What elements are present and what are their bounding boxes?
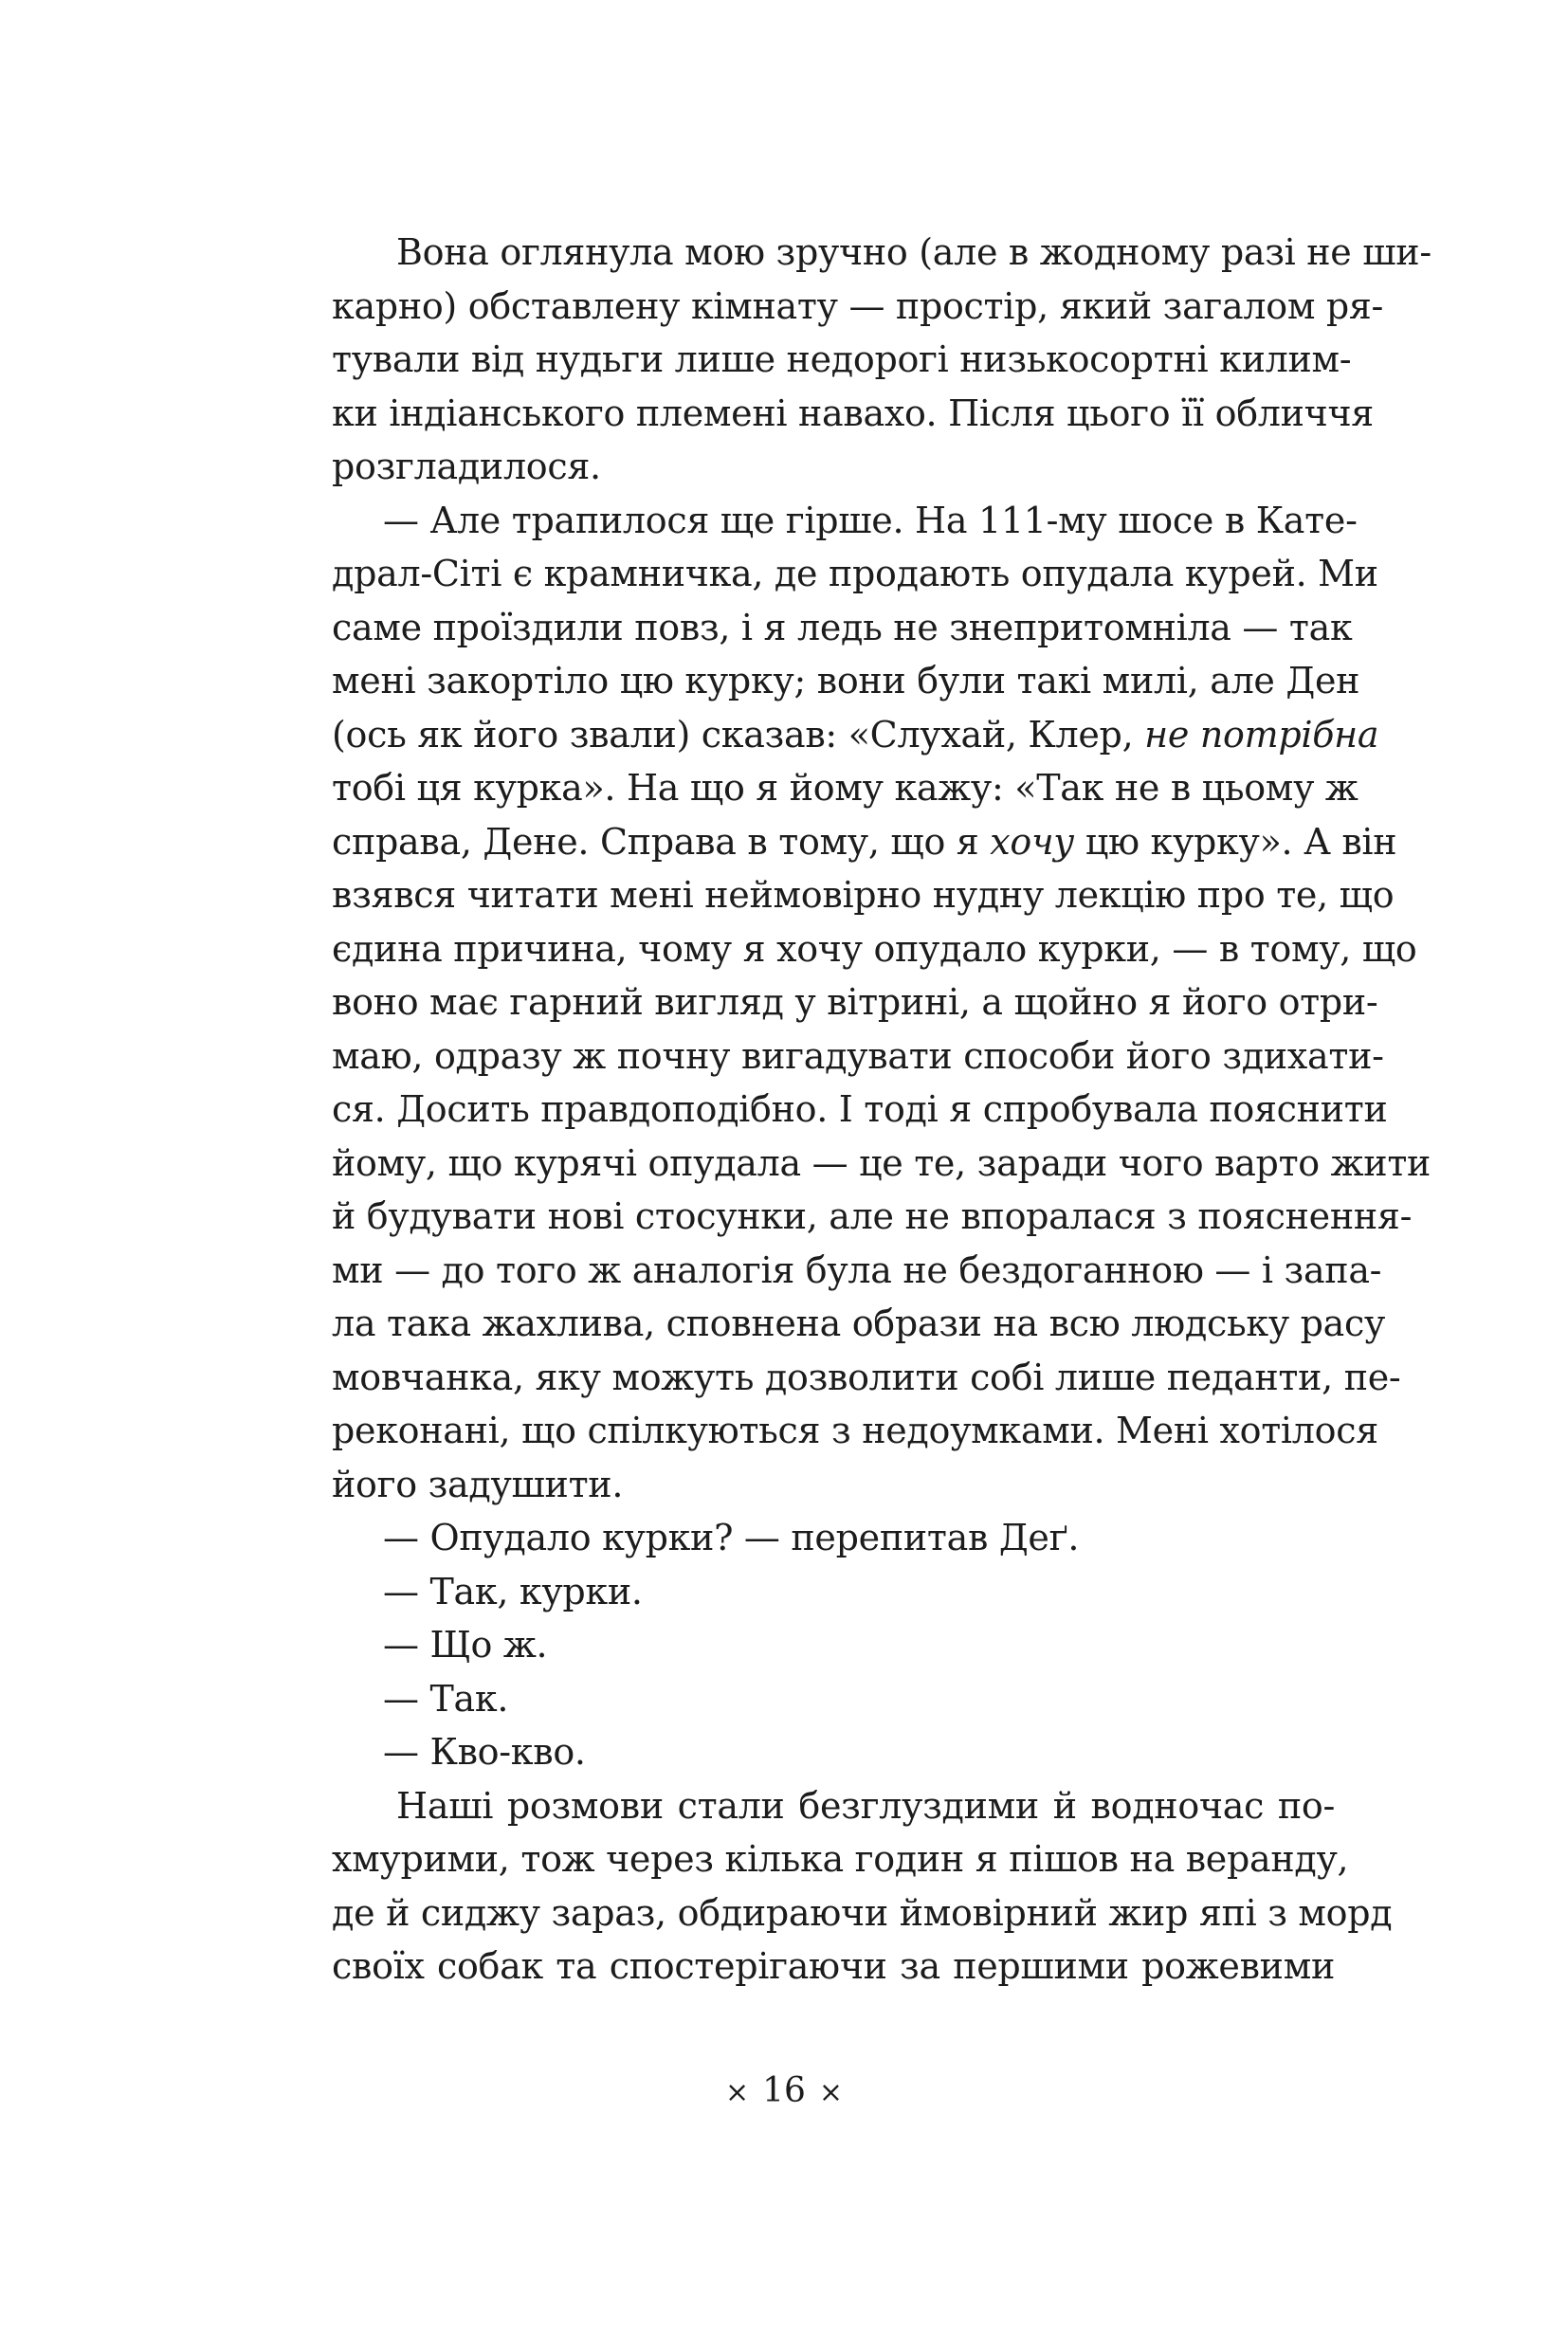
dialog-block xyxy=(332,1511,1335,1779)
text-line: його задушити. xyxy=(332,1463,624,1505)
text-line: хмурими, тож через кілька годин я пішов на веранду, xyxy=(332,1838,1349,1880)
paragraph xyxy=(332,494,1431,1512)
text-line: йому, що курячі опудала — це те, заради чого варто жити xyxy=(332,1141,1431,1184)
text-line xyxy=(332,815,1397,869)
text-line: мовчанка, яку можуть дозволити собі лише педанти, пе- xyxy=(332,1356,1401,1398)
text-line: розгладилося. xyxy=(332,446,601,487)
text-line: де й сиджу зараз, обдираючи ймовірний жир япі з морд xyxy=(332,1891,1393,1934)
text-line: маю, одразу ж почну вигадувати способи його здихати- xyxy=(332,1034,1384,1077)
text-line: Вона оглянула мою зручно (але в жодному разі не ши- xyxy=(396,231,1431,273)
text-line: Наші розмови стали безглуздими й водночас по- xyxy=(396,1784,1335,1827)
text-line: ла така жахлива, сповнена образи на всю людську расу xyxy=(332,1303,1386,1344)
text-line: карно) обставлену кімнату — простір, який загалом ря- xyxy=(332,284,1384,327)
text-line: ся. Досить правдоподібно. І тоді я спробувала пояснити xyxy=(332,1088,1388,1130)
page-number xyxy=(0,2068,1568,2116)
text-line: воно має гарний вигляд у вітрині, а щойно я його отри- xyxy=(332,981,1378,1023)
text-line: взявся читати мені неймовірно нудну лекцію про те, що xyxy=(332,874,1395,916)
text-line: єдина причина, чому я хочу опудало курки, — в тому, що xyxy=(332,927,1417,970)
dialog-line: — Так. xyxy=(383,1677,509,1720)
ornament-right: × xyxy=(818,2076,844,2109)
dialog-line: — Що ж. xyxy=(383,1624,548,1666)
text-line: саме проїздили повз, і я ледь не знепритомніла — так xyxy=(332,606,1353,648)
text-line: тували від нудьги лише недорогі низькосортні килим- xyxy=(332,338,1352,380)
paragraph xyxy=(332,1779,1393,1994)
text-line: й будувати нові стосунки, але не впоралася з пояснення- xyxy=(332,1195,1413,1237)
ornament-left: × xyxy=(724,2076,750,2109)
dialog-line: — Так, курки. xyxy=(383,1570,643,1612)
text-segment: справа, Дене. Справа в тому, що я xyxy=(332,820,991,863)
body-text xyxy=(332,226,1431,1994)
text-line: — Але трапилося ще гірше. На 111-му шосе в Кате- xyxy=(383,499,1358,541)
text-line: ки індіанського племені навахо. Після цього її обличчя xyxy=(332,392,1374,434)
text-line: реконані, що спілкуються з недоумками. Мені хотілося xyxy=(332,1410,1378,1451)
dialog-line: — Кво-кво. xyxy=(383,1731,586,1773)
paragraph xyxy=(332,226,1431,494)
text-line: драл-Сіті є крамничка, де продають опудала курей. Ми xyxy=(332,553,1378,594)
page-number-value: 16 xyxy=(762,2071,806,2110)
text-line: своїх собак та спостерігаючи за першими рожевими xyxy=(332,1945,1335,1987)
text-line: тобі ця курка». На що я йому кажу: «Так не в цьому ж xyxy=(332,767,1358,809)
text-line: ми — до того ж аналогія була не бездоганною — і запа- xyxy=(332,1248,1382,1291)
text-line: мені закортіло цю курку; вони були такі милі, але Ден xyxy=(332,660,1360,701)
italic-text: хочу xyxy=(990,820,1075,863)
text-segment: (ось як його звали) сказав: «Слухай, Клер, xyxy=(332,713,1145,756)
italic-text: не потрібна xyxy=(1144,713,1379,756)
dialog-line: — Опудало курки? — перепитав Деґ. xyxy=(383,1517,1080,1558)
text-line xyxy=(332,708,1379,762)
text-segment: цю курку». А він xyxy=(1074,820,1397,863)
